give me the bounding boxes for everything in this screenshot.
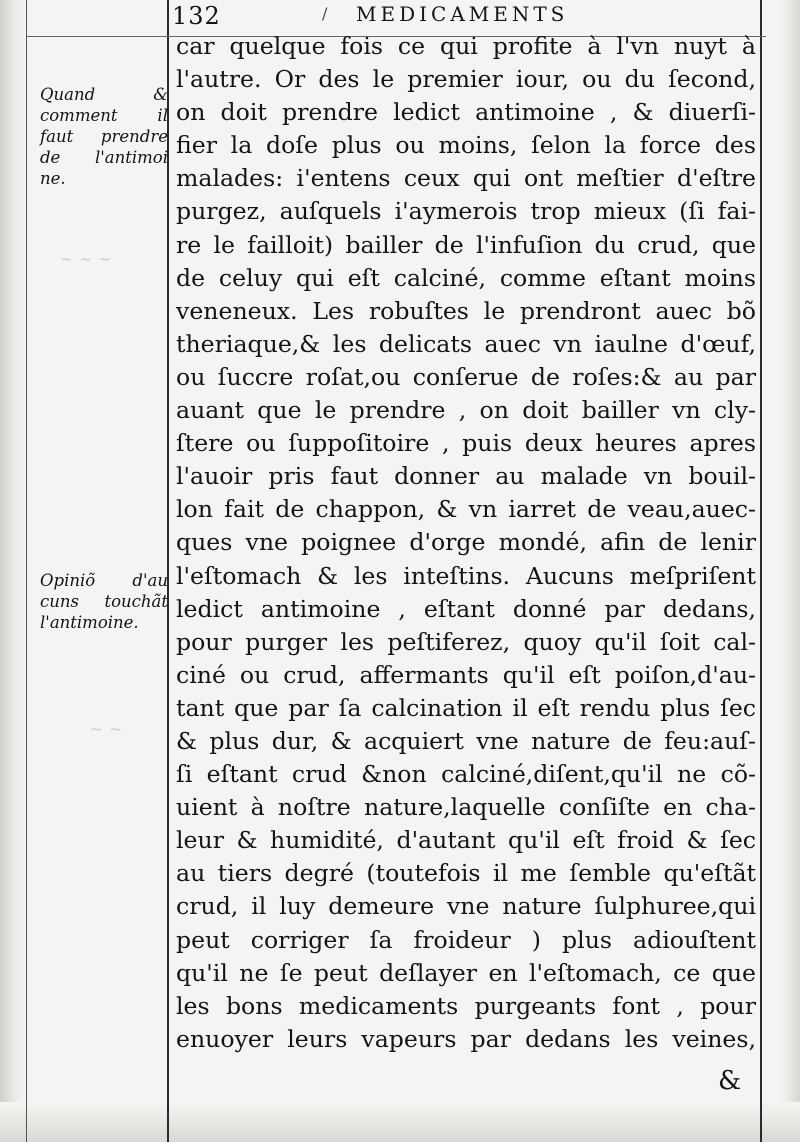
text-line: crud, il luy demeure vne nature ſulphuree,qui [176,892,756,921]
text-line: au tiers degré (toutefois il me ſemble qu'eſtãt [176,859,756,888]
text-line: ques vne poignee d'orge mondé, afin de lenir [176,528,756,557]
outer-frame-rule [26,0,27,1142]
marginal-note-line: comment il [40,106,168,125]
text-line: veneneux. Les robuſtes le prendront auec bõ [176,296,756,325]
catchword: & [718,1066,742,1096]
text-line: peut corriger ſa froideur ) plus adiouſtent [176,925,756,954]
running-head: MEDICAMENTS [356,2,569,26]
text-line: leur & humidité, d'autant qu'il eſt froid & ſec [176,826,756,855]
marginal-note-line: Quand & [40,85,168,104]
text-line: l'autre. Or des le premier iour, ou du ſecond, [176,65,756,94]
text-line: l'auoir pris faut donner au malade vn bouil- [176,462,756,491]
text-line: on doit prendre ledict antimoine , & diuerſi- [176,98,756,127]
page-edge-bottom [0,1102,800,1142]
marginal-note [40,570,168,633]
marginal-note-line: ne. [40,169,66,188]
marginal-note-line: Opiniõ d'au [40,571,168,590]
text-line: fier la doſe plus ou moins, ſelon la force des [176,131,756,160]
text-line: auant que le prendre , on doit bailler vn cly- [176,396,756,425]
text-line: malades: i'entens ceux qui ont meſtier d'eſtre [176,164,756,193]
marginal-note [40,84,168,189]
text-line: qu'il ne ſe peut deſlayer en l'eſtomach, ce que [176,958,756,987]
text-line: l'eſtomach & les inteſtins. Aucuns meſpriſent [176,561,756,590]
text-block-right-rule [760,0,762,1142]
text-line: ſtere ou ſuppoſitoire , puis deux heures apres [176,429,756,458]
text-line: enuoyer leurs vapeurs par dedans les veines, [176,1024,756,1053]
text-line: uient à noſtre nature,laquelle conſiſte en cha- [176,793,756,822]
body-text [176,30,756,1056]
header-ornament: / [322,4,328,23]
text-line: tant que par ſa calcination il eſt rendu plus ſec [176,693,756,722]
text-line: ledict antimoine , eſtant donné par dedans, [176,594,756,623]
show-through-text: ~ ~ ~ [60,250,113,268]
page-edge-right [778,0,800,1142]
text-line: theriaque,& les delicats auec vn iaulne d'œuf, [176,329,756,358]
marginal-note-line: l'antimoine. [40,613,139,632]
marginal-note-line: faut prendre [40,127,168,146]
text-line: ſi eſtant crud &non calciné,diſent,qu'il ne cõ- [176,760,756,789]
text-line: purgez, auſquels i'aymerois trop mieux (ſi fai- [176,197,756,226]
text-line: ou ſuccre roſat,ou conſerue de roſes:& au par [176,362,756,391]
text-line: de celuy qui eſt calciné, comme eſtant moins [176,263,756,292]
marginal-note-line: cuns touchãt [40,592,168,611]
text-line: re le failloit) bailler de l'infuſion du crud, que [176,230,756,259]
text-line: car quelque fois ce qui profite à l'vn nuyt à [176,32,756,60]
marginal-note-line: de l'antimoi [40,148,168,167]
text-line: pour purger les peſtiferez, quoy qu'il ſoit cal- [176,627,756,656]
text-line: & plus dur, & acquiert vne nature de feu:auſ- [176,726,756,755]
page-number: 132 [172,2,221,30]
page-edge-left [0,0,26,1142]
text-line: ciné ou crud, affermants qu'il eſt poiſon,d'au- [176,660,756,689]
text-line: les bons medicaments purgeants font , pour [176,991,756,1020]
show-through-text: ~ ~ [90,720,123,738]
text-line: lon fait de chappon, & vn iarret de veau,auec- [176,495,756,524]
